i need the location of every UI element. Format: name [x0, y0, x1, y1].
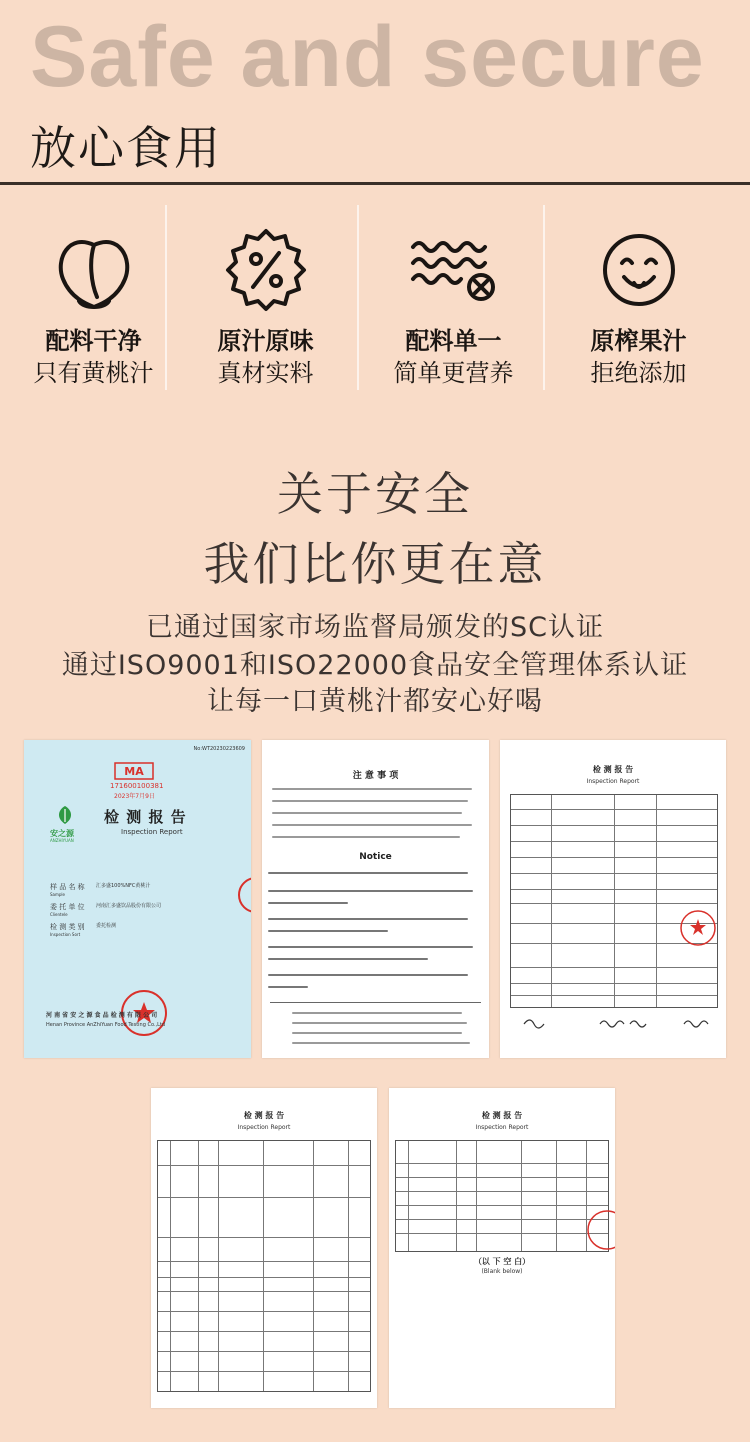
notice-text-line	[272, 836, 460, 838]
cma-date: 2023年7月9日	[114, 793, 155, 800]
report-table	[157, 1140, 371, 1392]
sample-value: 汇多盛100%NFC黄桃汁	[96, 883, 151, 889]
red-seal-stamp	[678, 908, 718, 948]
blank-below-cn: （以 下 空 白）	[473, 1257, 531, 1266]
sample-label-en: Sample	[50, 892, 65, 897]
report-title-cn: 检 测 报 告	[592, 765, 634, 774]
feature-subtitle: 只有黄桃汁	[33, 359, 154, 387]
notice-address-line	[292, 1032, 462, 1034]
notice-text-line	[268, 986, 308, 988]
notice-page-image	[262, 740, 489, 1058]
notice-text-line	[268, 918, 468, 920]
report-title-en: Inspection Report	[237, 1124, 291, 1131]
report-detail-page-image	[151, 1088, 377, 1408]
safety-line: 已通过国家市场监督局颁发的SC认证	[146, 612, 604, 643]
peach-icon	[49, 225, 139, 315]
smiling-face-icon	[594, 225, 684, 315]
notice-text-line	[272, 812, 462, 814]
client-label-en: Clientele	[50, 912, 68, 917]
brand-name-en: ANZHIYUAN	[50, 838, 74, 843]
feature-title: 配料单一	[405, 327, 502, 355]
report-title-en: Inspection Report	[475, 1124, 529, 1131]
report-page-image	[500, 740, 726, 1058]
inspection-certificate-image	[24, 740, 251, 1058]
report-table	[510, 794, 718, 1008]
report-title-cn: 检 测 报 告	[243, 1111, 285, 1120]
feature-subtitle: 真材实料	[217, 359, 314, 387]
feature-title: 配料干净	[45, 327, 142, 355]
feature-divider	[357, 205, 359, 390]
no-additive-waves-icon	[409, 225, 499, 315]
hero-title-cn: 放心食用	[30, 121, 222, 175]
hero-title-en: Safe and secure	[30, 9, 705, 105]
notice-text-line	[272, 824, 472, 826]
report-title-en: Inspection Report	[586, 778, 640, 785]
type-label-en: Inspection Sort	[50, 932, 81, 937]
brand-name: 安之源	[50, 829, 74, 838]
cma-logo	[114, 762, 154, 780]
type-label: 检 测 类 别	[50, 923, 85, 931]
report-title-cn: 检 测 报 告	[481, 1111, 523, 1120]
notice-address-line	[292, 1022, 467, 1024]
notice-text-line	[268, 958, 428, 960]
feature-subtitle: 拒绝添加	[590, 359, 687, 387]
cert-footer-cn: 河 南 省 安 之 源 食 品 检 测 有 限 公 司	[46, 1012, 158, 1019]
feature-divider	[165, 205, 167, 390]
cert-title: 检 测 报 告	[104, 808, 187, 826]
feature-item-single	[360, 205, 547, 395]
blank-below-en: (Blank below)	[481, 1268, 523, 1275]
feature-title: 原汁原味	[217, 327, 314, 355]
notice-address-line	[292, 1012, 462, 1014]
notice-text-line	[268, 974, 468, 976]
notice-title-cn: 注 意 事 项	[352, 771, 399, 781]
feature-title: 原榨果汁	[590, 327, 687, 355]
svg-text:MA: MA	[124, 765, 144, 778]
client-label: 委 托 单 位	[50, 903, 85, 911]
safety-subheading: 我们比你更在意	[203, 537, 547, 591]
cert-number: No:WT20230223609	[193, 746, 245, 752]
notice-divider	[270, 1002, 481, 1003]
notice-title-en: Notice	[359, 852, 392, 862]
report-blank-page-image	[389, 1088, 615, 1408]
notice-text-line	[268, 946, 473, 948]
edge-stamp	[236, 875, 251, 915]
feature-item-original	[172, 205, 359, 395]
edge-stamp	[577, 1208, 615, 1252]
type-value: 委托检测	[96, 923, 117, 929]
safety-line: 让每一口黄桃汁都安心好喝	[207, 686, 543, 717]
cma-code: 171600100381	[110, 782, 164, 790]
safety-heading: 关于安全	[277, 467, 473, 521]
sample-label: 样 品 名 称	[50, 883, 85, 891]
hero-divider	[0, 182, 750, 185]
feature-item-clean	[0, 205, 187, 395]
notice-text-line	[272, 800, 468, 802]
feature-subtitle: 简单更营养	[393, 359, 514, 387]
notice-text-line	[268, 872, 468, 874]
brand-leaf-logo	[54, 804, 76, 826]
notice-text-line	[268, 930, 388, 932]
cert-footer-en: Henan Province AnZhiYuan Food Testing Co.,Ltd	[46, 1022, 166, 1028]
client-value: 河南汇多盛饮品股份有限公司	[96, 903, 162, 909]
safety-line: 通过ISO9001和ISO22000食品安全管理体系认证	[61, 650, 689, 681]
cert-title-en: Inspection Report	[121, 828, 183, 836]
notice-text-line	[268, 902, 348, 904]
notice-address-line	[292, 1042, 470, 1044]
notice-text-line	[272, 788, 472, 790]
feature-row	[0, 205, 750, 395]
feature-item-pressed	[545, 205, 732, 395]
percent-badge-icon	[221, 225, 311, 315]
notice-text-line	[268, 890, 473, 892]
signatures	[514, 1012, 714, 1032]
